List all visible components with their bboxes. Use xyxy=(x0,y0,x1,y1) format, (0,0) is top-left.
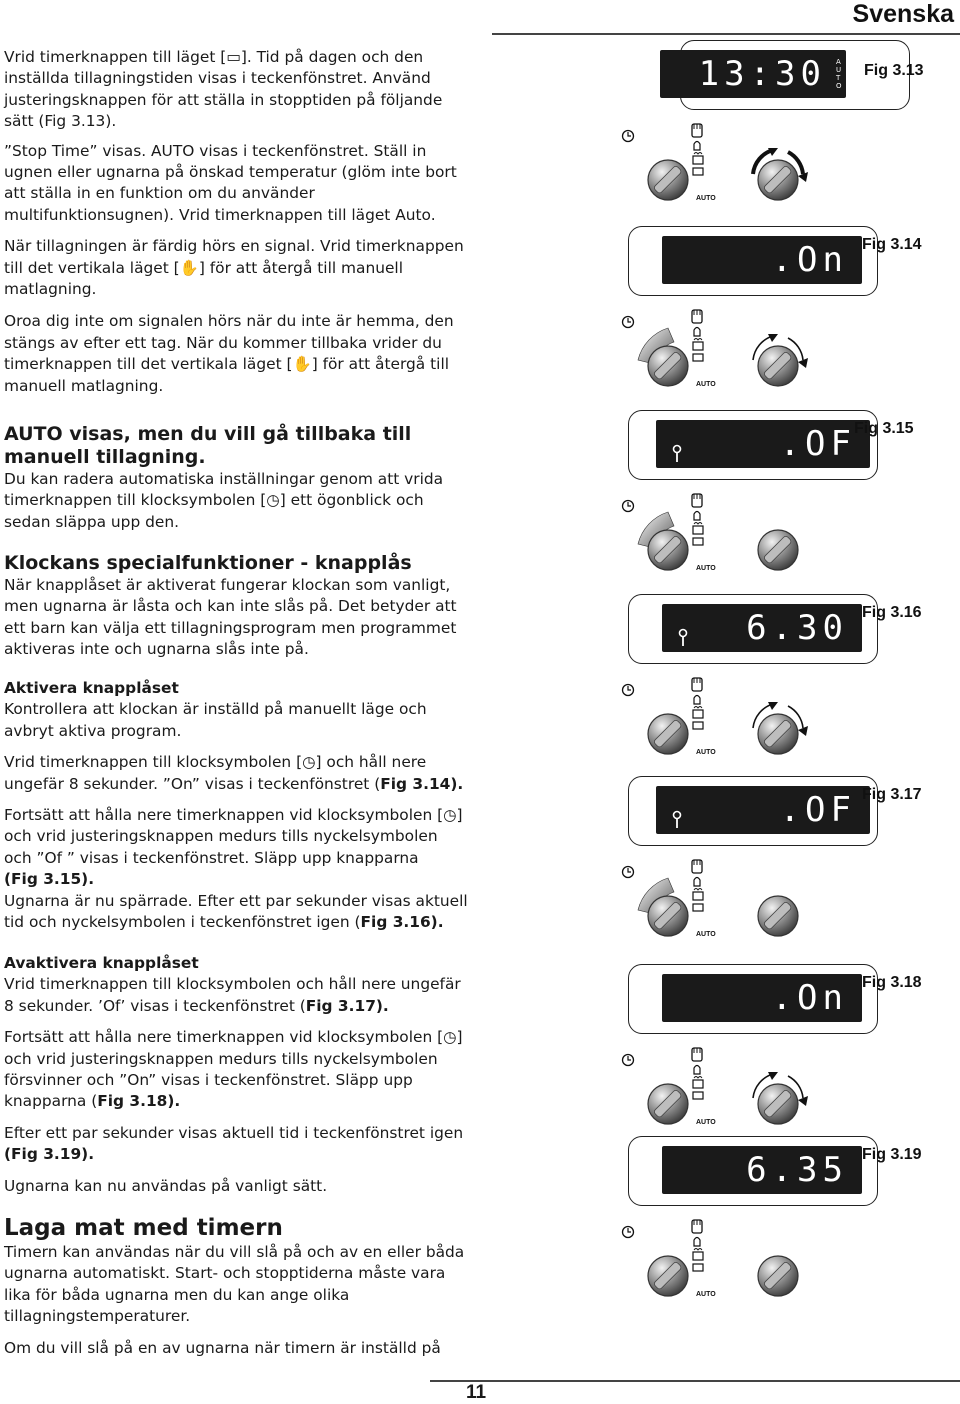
figure-panel xyxy=(588,40,958,210)
adjust-knob xyxy=(758,530,798,570)
tray-icon xyxy=(693,168,703,175)
figure-panel xyxy=(588,776,958,948)
paragraph-text: Vrid timerknappen till klocksymbolen [◷] och håll nere ungefär 8 sekunder. ”On” visas i teckenfönstret ( xyxy=(4,753,427,793)
bell-icon xyxy=(694,878,700,887)
paragraph: Timern kan användas när du vill slå på och av en eller båda ugnarna automatiskt. Start- och stopptiderna måste vara lika för båda ugnarna men du kan ange olika tillagningstemperaturer. xyxy=(4,1243,465,1326)
figure-panel xyxy=(588,964,958,1124)
bell-icon xyxy=(694,1066,700,1075)
pot-icon xyxy=(693,153,703,165)
timer-knob xyxy=(648,346,688,386)
section-cancel-auto xyxy=(4,423,470,533)
lcd-display xyxy=(656,786,870,834)
knob-auto-label: AUTO xyxy=(696,749,716,756)
hand-icon xyxy=(692,1220,702,1233)
control-knobs xyxy=(608,122,908,232)
lcd-readout: 13:30 xyxy=(698,54,826,94)
bell-icon xyxy=(694,1238,700,1247)
language-heading: Svenska xyxy=(852,0,954,28)
adjust-knob xyxy=(758,1256,798,1296)
tray-icon xyxy=(693,538,703,545)
paragraph-text: Ugnarna är nu spärrade. Efter ett par sekunder visas aktuell tid och nyckelsymbolen i teckenfönstret igen ( xyxy=(4,891,468,932)
hand-icon xyxy=(692,124,702,137)
lcd-display xyxy=(662,974,862,1022)
pot-icon xyxy=(693,339,703,351)
timer-knob xyxy=(648,530,688,570)
section-heading: Laga mat med timern xyxy=(4,1215,283,1241)
figure-reference: (Fig 3.15). xyxy=(4,870,95,889)
tray-icon xyxy=(693,904,703,911)
figure-reference: Fig 3.14). xyxy=(380,774,464,793)
figure-label: Fig 3.19 xyxy=(862,1146,922,1163)
paragraph: Om du vill slå på en av ugnarna när timern är inställd på xyxy=(4,1338,441,1357)
figure-label: Fig 3.13 xyxy=(864,62,924,79)
lcd-readout: .OF xyxy=(779,424,856,464)
section-deactivate-keylock xyxy=(4,953,470,1197)
paragraph-text: Vrid timerknappen till klocksymbolen och håll nere ungefär 8 sekunder. ’Of’ visas i teckenfönstret ( xyxy=(4,975,461,1015)
knob-auto-label: AUTO xyxy=(696,931,716,938)
timer-knob xyxy=(648,896,688,936)
bell-icon xyxy=(694,696,700,705)
paragraph: Ugnarna kan nu användas på vanligt sätt. xyxy=(4,1176,328,1195)
clock-icon xyxy=(623,1055,634,1066)
paragraph: Oroa dig inte om signalen hörs när du inte är hemma, den stängs av efter ett tag. När du kommer tillbaka vrider du timerknappen till det vertikala läget [✋] för att återgå till manuell matlagning. xyxy=(4,312,454,395)
control-knobs xyxy=(608,308,908,418)
tray-icon xyxy=(693,1264,703,1271)
figure-reference: Fig 3.16). xyxy=(360,913,444,932)
paragraph: Du kan radera automatiska inställningar genom att vrida timerknappen till klocksymbolen [◷] ett ögonblick och sedan släppa upp den. xyxy=(4,470,444,531)
adjust-knob xyxy=(758,896,798,936)
clock-icon xyxy=(623,685,634,696)
section-timer-stop xyxy=(4,47,470,397)
clock-icon xyxy=(623,131,634,142)
lcd-readout: 6.30 xyxy=(746,608,848,648)
knob-auto-label: AUTO xyxy=(696,1119,716,1126)
key-icon xyxy=(670,810,684,830)
lcd-readout: .On xyxy=(771,978,848,1018)
figure-label: Fig 3.14 xyxy=(862,236,922,253)
timer-knob xyxy=(648,714,688,754)
pot-icon xyxy=(693,523,703,535)
figure-label: Fig 3.17 xyxy=(862,786,922,803)
lcd-readout: .OF xyxy=(779,790,856,830)
lcd-display xyxy=(660,50,846,98)
knob-auto-label: AUTO xyxy=(696,195,716,202)
clock-icon xyxy=(623,317,634,328)
tray-icon xyxy=(693,1092,703,1099)
footer-rule xyxy=(430,1380,960,1382)
knob-auto-label: AUTO xyxy=(696,565,716,572)
pot-icon xyxy=(693,889,703,901)
figure-panel xyxy=(588,226,958,392)
clock-icon xyxy=(623,1227,634,1238)
key-icon xyxy=(676,628,690,648)
section-keylock-intro xyxy=(4,552,470,661)
paragraph-text: Efter ett par sekunder visas aktuell tid i teckenfönstret igen xyxy=(4,1123,464,1142)
section-cook-with-timer xyxy=(4,1215,470,1359)
knob-auto-label: AUTO xyxy=(696,381,716,388)
timer-knob xyxy=(648,1084,688,1124)
paragraph xyxy=(4,1123,470,1166)
paragraph xyxy=(4,974,470,1017)
figure-label: Fig 3.16 xyxy=(862,604,922,621)
figure-panel xyxy=(588,1136,958,1302)
clock-icon xyxy=(623,867,634,878)
timer-knob xyxy=(648,160,688,200)
paragraph xyxy=(4,805,470,933)
hand-icon xyxy=(692,678,702,691)
figure-label: Fig 3.18 xyxy=(862,974,922,991)
bell-icon xyxy=(694,328,700,337)
header-rule xyxy=(492,33,960,35)
paragraph-text: Fortsätt att hålla nere timerknappen vid klocksymbolen [◷] och vrid justeringsknappen medurs tills nyckelsymbolen försvinner och ”On” visas i teckenfönstret. Släpp upp knapparna ( xyxy=(4,1028,463,1111)
page-number: 11 xyxy=(466,1382,487,1403)
bell-icon xyxy=(694,142,700,151)
section-heading: AUTO visas, men du vill gå tillbaka till manuell tillagning. xyxy=(4,423,412,468)
adjust-knob xyxy=(758,1084,798,1124)
figure-reference: Fig 3.17). xyxy=(305,996,389,1015)
pot-icon xyxy=(693,1249,703,1261)
figure-reference: (Fig 3.19). xyxy=(4,1145,95,1164)
lcd-display xyxy=(662,1146,862,1194)
timer-knob xyxy=(648,1256,688,1296)
paragraph: När tillagningen är färdig hörs en signal. Vrid timerknappen till det vertikala läget [✋] för att återgå till manuell matlagning. xyxy=(4,237,464,299)
figure-panel xyxy=(588,594,958,760)
section-activate-keylock xyxy=(4,678,470,933)
paragraph: När knapplåset är aktiverat fungerar klockan som vanligt, men ugnarna är låsta och kan inte slås på. Det betyder att ett barn kan välja ett tillagningsprogram men programmet aktiveras inte och ugnarna slås inte på. xyxy=(4,576,457,659)
lcd-display xyxy=(662,604,862,652)
control-knobs xyxy=(608,492,908,602)
clock-icon xyxy=(623,501,634,512)
pot-icon xyxy=(693,1077,703,1089)
hand-icon xyxy=(692,310,702,323)
control-knobs xyxy=(608,1218,908,1328)
control-knobs xyxy=(608,676,908,786)
lcd-display xyxy=(656,420,870,468)
hand-icon xyxy=(692,494,702,507)
paragraph: Vrid timerknappen till läget [▭]. Tid på dagen och den inställda tillagningstiden visas i teckenfönstret. Använd justeringsknappen för att ställa in stopptiden på följande sätt (Fig 3.13). xyxy=(4,48,443,131)
paragraph: Kontrollera att klockan är inställd på manuellt läge och avbryt aktiva program. xyxy=(4,700,427,740)
section-heading: Klockans specialfunktioner - knapplås xyxy=(4,552,412,574)
bell-icon xyxy=(694,512,700,521)
figure-panel xyxy=(588,410,958,580)
tray-icon xyxy=(693,354,703,361)
adjust-knob xyxy=(758,346,798,386)
lcd-readout: 6.35 xyxy=(746,1150,848,1190)
lcd-readout: .On xyxy=(771,240,848,280)
adjust-knob xyxy=(758,714,798,754)
paragraph-text: Fortsätt att hålla nere timerknappen vid klocksymbolen [◷] och vrid justeringsknappen medurs tills nyckelsymbolen och ”Of ” visas i teckenfönstret. Släpp upp knapparna xyxy=(4,806,463,867)
paragraph: ”Stop Time” visas. AUTO visas i teckenfönstret. Ställ in ugnen eller ugnarna på önskad temperatur (glöm inte bort att ställa in en funktion om du använder multifunktionsugnen). Vrid timerknappen till läget Auto. xyxy=(4,141,457,224)
adjust-knob xyxy=(758,160,798,200)
auto-indicator: AUTO xyxy=(836,58,842,90)
hand-icon xyxy=(692,860,702,873)
section-heading: Aktivera knapplåset xyxy=(4,679,179,697)
control-knobs xyxy=(608,858,908,968)
key-icon xyxy=(670,444,684,464)
section-heading: Avaktivera knapplåset xyxy=(4,954,199,972)
paragraph xyxy=(4,1027,470,1113)
pot-icon xyxy=(693,707,703,719)
hand-icon xyxy=(692,1048,702,1061)
figure-label: Fig 3.15 xyxy=(854,420,914,437)
tray-icon xyxy=(693,722,703,729)
figure-reference: Fig 3.18). xyxy=(97,1092,181,1111)
lcd-display xyxy=(662,236,862,284)
knob-auto-label: AUTO xyxy=(696,1291,716,1298)
paragraph xyxy=(4,752,470,795)
